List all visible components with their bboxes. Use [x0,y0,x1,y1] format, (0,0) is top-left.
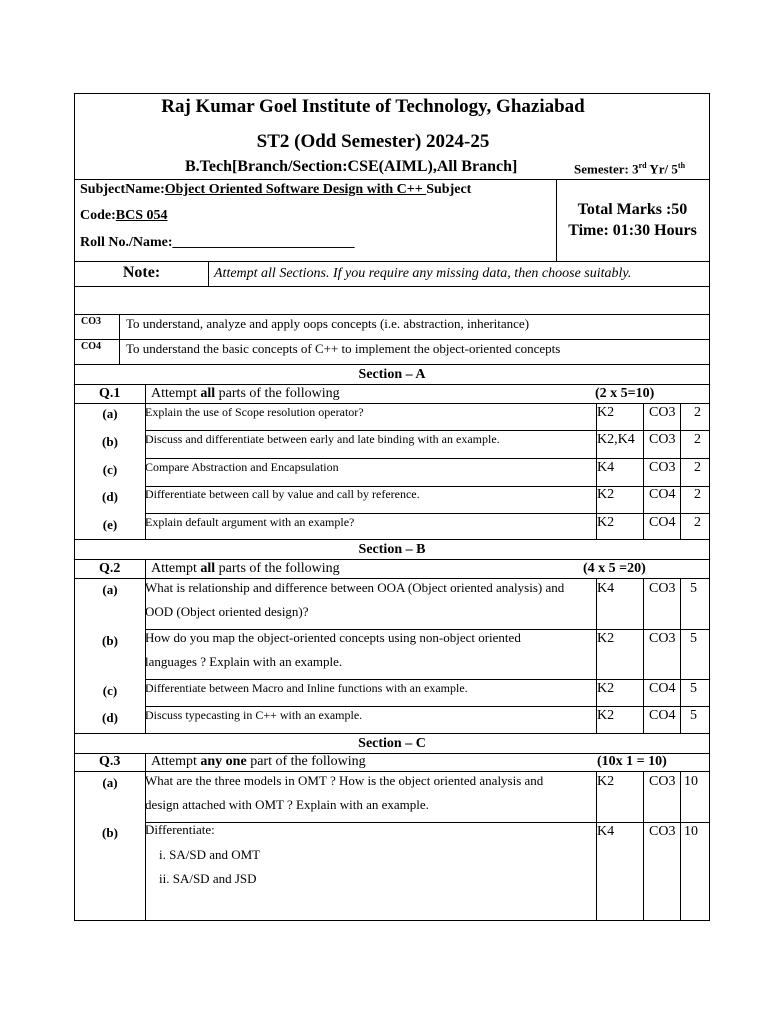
item-label: (b) [102,633,118,648]
question-instruction: Attempt any one part of the following [151,754,366,769]
section-title: Section – B [358,542,426,557]
roll-no-line: Roll No./Name:__________________________ [80,235,355,250]
exam-title: ST2 (Odd Semester) 2024-25 [256,131,490,152]
question-marks: (10x 1 = 10) [597,754,667,769]
item-marks: 10 [684,824,698,839]
knowledge-level: K2,K4 [597,432,635,447]
knowledge-level: K2 [597,515,615,530]
question-text: Explain the use of Scope resolution operator? [145,405,364,419]
item-marks: 5 [690,631,697,646]
co-mapping: CO3 [649,432,676,447]
co-mapping: CO4 [649,515,676,530]
co-code: CO4 [81,341,101,352]
co-mapping: CO3 [649,581,676,596]
item-label: (a) [102,406,118,421]
semester: Semester: 3rd Yr/ 5th [574,161,686,177]
exam-time: Time: 01:30 Hours [568,222,697,239]
co-code: CO3 [81,316,101,327]
knowledge-level: K2 [597,681,615,696]
question-text: Discuss typecasting in C++ with an example. [145,708,363,722]
question-number: Q.2 [99,561,121,576]
question-text: Compare Abstraction and Encapsulation [145,460,339,474]
question-text: What are the three models in OMT ? How is the object oriented analysis and [145,773,544,788]
item-label: (d) [102,710,118,725]
knowledge-level: K2 [597,708,615,723]
item-marks: 10 [684,774,698,789]
knowledge-level: K2 [597,774,615,789]
question-marks: (2 x 5=10) [595,386,655,401]
co-mapping: CO4 [649,681,676,696]
co-mapping: CO3 [649,405,676,420]
co-text: To understand the basic concepts of C++ to implement the object-oriented concepts [126,341,561,356]
institute-name: Raj Kumar Goel Institute of Technology, Ghaziabad [161,96,585,117]
question-number: Q.1 [99,386,121,401]
question-text: Discuss and differentiate between early and late binding with an example. [145,432,500,446]
item-label: (e) [102,517,118,532]
co-mapping: CO3 [649,774,676,789]
item-marks: 5 [690,681,697,696]
item-label: (b) [102,825,118,840]
knowledge-level: K2 [597,405,615,420]
knowledge-level: K4 [597,581,615,596]
question-instruction: Attempt all parts of the following [151,561,340,576]
question-marks: (4 x 5 =20) [583,561,646,576]
question-text: Explain default argument with an example? [145,515,355,529]
item-marks: 2 [694,487,701,502]
question-number: Q.3 [99,754,121,769]
knowledge-level: K4 [597,824,615,839]
note-text: Attempt all Sections. If you require any missing data, then choose suitably. [214,266,632,281]
subject-name-line: SubjectName:Object Oriented Software Design with C++ Subject [80,182,472,197]
section-title: Section – C [358,736,426,751]
co-mapping: CO3 [649,631,676,646]
question-text: What is relationship and difference between OOA (Object oriented analysis) and [145,580,565,595]
co-mapping: CO4 [649,708,676,723]
total-marks: Total Marks :50 [577,201,688,218]
question-text: Differentiate between Macro and Inline functions with an example. [145,681,468,695]
branch-line: B.Tech[Branch/Section:CSE(AIML),All Branch] [185,158,518,175]
knowledge-level: K4 [597,460,615,475]
sub-item: i. SA/SD and OMT [159,847,261,862]
co-text: To understand, analyze and apply oops concepts (i.e. abstraction, inheritance) [126,316,530,331]
item-label: (a) [102,582,118,597]
co-mapping: CO4 [649,487,676,502]
question-text-continued: design attached with OMT ? Explain with an example. [145,797,429,812]
item-label: (b) [102,434,118,449]
sub-item: ii. SA/SD and JSD [159,871,257,886]
item-marks: 2 [694,460,701,475]
question-text: Differentiate: [145,822,215,837]
item-label: (c) [102,683,118,698]
item-marks: 2 [694,432,701,447]
section-title: Section – A [358,367,426,382]
item-marks: 5 [690,581,697,596]
item-marks: 2 [694,515,701,530]
subject-code-line: Code:BCS 054 [80,208,168,223]
knowledge-level: K2 [597,487,615,502]
item-label: (d) [102,489,118,504]
item-label: (c) [102,462,118,477]
item-marks: 2 [694,405,701,420]
question-text: How do you map the object-oriented concepts using non-object oriented [145,630,521,645]
knowledge-level: K2 [597,631,615,646]
co-mapping: CO3 [649,824,676,839]
question-text-continued: OOD (Object oriented design)? [145,604,309,619]
question-text: Differentiate between call by value and call by reference. [145,487,420,501]
note-label: Note: [122,264,161,281]
question-text-continued: languages ? Explain with an example. [145,654,343,669]
item-label: (a) [102,775,118,790]
item-marks: 5 [690,708,697,723]
question-instruction: Attempt all parts of the following [151,386,340,401]
co-mapping: CO3 [649,460,676,475]
question-paper [74,93,710,921]
